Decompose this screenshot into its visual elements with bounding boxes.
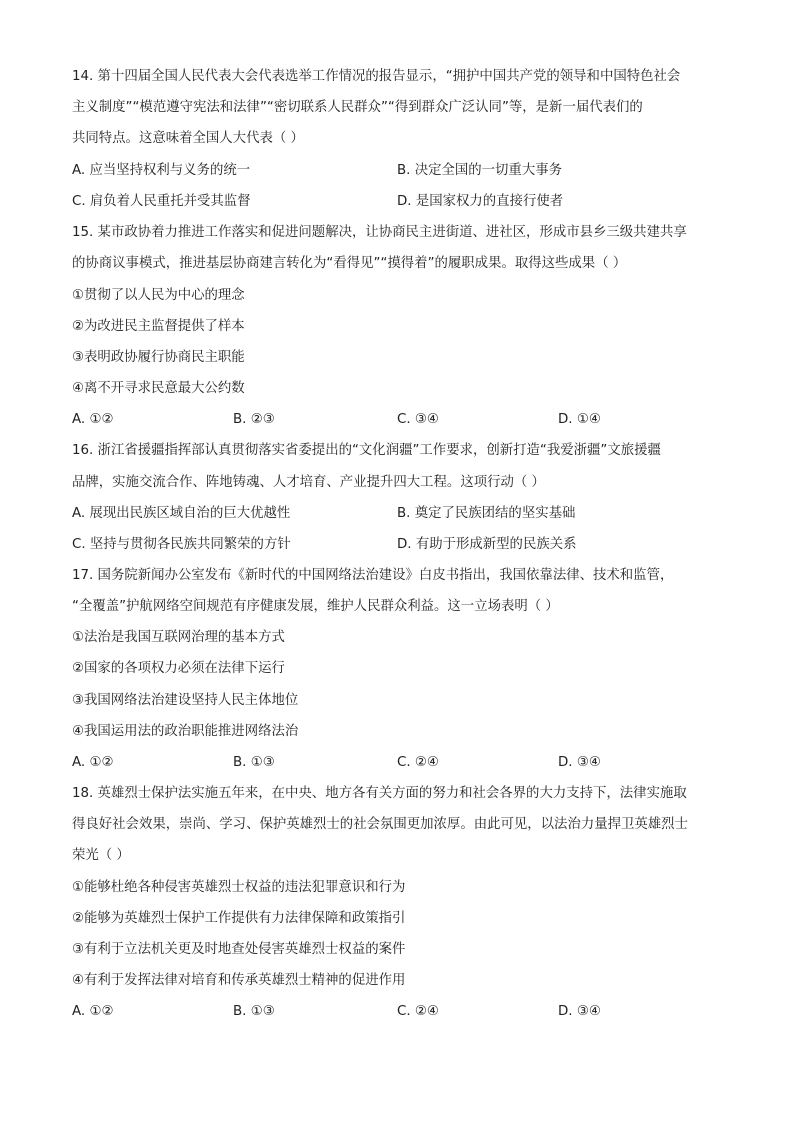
- question-15-option-d[interactable]: D. ①④: [558, 412, 601, 427]
- question-16-option-c[interactable]: C. 坚持与贯彻各民族共同繁荣的方针: [72, 537, 291, 552]
- question-17-option-b[interactable]: B. ①③: [233, 755, 275, 770]
- question-17-option-a[interactable]: A. ①②: [72, 755, 114, 770]
- question-14-stem-line-1: 14. 第十四届全国人民代表大会代表选举工作情况的报告显示，“拥护中国共产党的领导和中国特色社会: [72, 69, 681, 84]
- question-14-stem-line-2: 主义制度”“模范遵守宪法和法律”“密切联系人民群众”“得到群众广泛认同”等，是新一届代表们的: [72, 100, 643, 115]
- question-16-option-b[interactable]: B. 奠定了民族团结的坚实基础: [397, 506, 576, 521]
- question-16-option-a[interactable]: A. 展现出民族区域自治的巨大优越性: [72, 506, 291, 521]
- question-18-option-a[interactable]: A. ①②: [72, 1004, 114, 1019]
- question-15-item-1: ①贯彻了以人民为中心的理念: [72, 288, 245, 303]
- question-17-item-4: ④我国运用法的政治职能推进网络法治: [72, 724, 299, 739]
- question-14-option-b[interactable]: B. 决定全国的一切重大事务: [397, 163, 562, 178]
- question-15-item-3: ③表明政协履行协商民主职能: [72, 350, 245, 365]
- question-18-item-4: ④有利于发挥法律对培育和传承英雄烈士精神的促进作用: [72, 973, 406, 988]
- question-17-item-2: ②国家的各项权力必须在法律下运行: [72, 661, 285, 676]
- question-15-item-4: ④离不开寻求民意最大公约数: [72, 381, 245, 396]
- question-14-stem-line-3: 共同特点。这意味着全国人大代表（ ）: [72, 131, 304, 146]
- question-15-option-b[interactable]: B. ②③: [233, 412, 275, 427]
- question-15-stem-line-2: 的协商议事模式，推进基层协商建言转化为“看得见”“摸得着”的履职成果。取得这些成果（ ）: [72, 256, 627, 271]
- question-18-stem-line-3: 荣光（ ）: [72, 848, 130, 863]
- question-17-option-d[interactable]: D. ③④: [558, 755, 601, 770]
- question-17-stem-line-2: “全覆盖”护航网络空间规范有序健康发展，维护人民群众利益。这一立场表明（ ）: [72, 599, 559, 614]
- question-18-stem-line-1: 18. 英雄烈士保护法实施五年来，在中央、地方各有关方面的努力和社会各界的大力支持下，法律实施取: [72, 786, 687, 801]
- question-14-option-d[interactable]: D. 是国家权力的直接行使者: [397, 194, 564, 209]
- question-15-option-a[interactable]: A. ①②: [72, 412, 114, 427]
- question-18-item-3: ③有利于立法机关更及时地查处侵害英雄烈士权益的案件: [72, 942, 406, 957]
- question-14-option-a[interactable]: A. 应当坚持权利与义务的统一: [72, 163, 251, 178]
- question-18-option-b[interactable]: B. ①③: [233, 1004, 275, 1019]
- question-18-item-2: ②能够为英雄烈士保护工作提供有力法律保障和政策指引: [72, 911, 406, 926]
- question-17-item-1: ①法治是我国互联网治理的基本方式: [72, 630, 285, 645]
- question-18-item-1: ①能够杜绝各种侵害英雄烈士权益的违法犯罪意识和行为: [72, 880, 406, 895]
- question-18-option-d[interactable]: D. ③④: [558, 1004, 601, 1019]
- question-16-stem-line-1: 16. 浙江省援疆指挥部认真贯彻落实省委提出的“文化润疆”工作要求，创新打造“我爱浙疆”文旅援疆: [72, 443, 661, 458]
- question-14-option-c[interactable]: C. 肩负着人民重托并受其监督: [72, 194, 251, 209]
- question-18-stem-line-2: 得良好社会效果，崇尚、学习、保护英雄烈士的社会氛围更加浓厚。由此可见，以法治力量捍卫英雄烈士: [72, 817, 688, 832]
- question-15-item-2: ②为改进民主监督提供了样本: [72, 319, 245, 334]
- question-17-item-3: ③我国网络法治建设坚持人民主体地位: [72, 693, 299, 708]
- question-16-stem-line-2: 品牌，实施交流合作、阵地铸魂、人才培育、产业提升四大工程。这项行动（ ）: [72, 475, 545, 490]
- question-18-option-c[interactable]: C. ②④: [397, 1004, 439, 1019]
- question-15-stem-line-1: 15. 某市政协着力推进工作落实和促进问题解决，让协商民主进街道、进社区，形成市县乡三级共建共享: [72, 225, 687, 240]
- question-17-option-c[interactable]: C. ②④: [397, 755, 439, 770]
- question-16-option-d[interactable]: D. 有助于形成新型的民族关系: [397, 537, 577, 552]
- question-17-stem-line-1: 17. 国务院新闻办公室发布《新时代的中国网络法治建设》白皮书指出，我国依靠法律、技术和监管，: [72, 568, 674, 583]
- question-15-option-c[interactable]: C. ③④: [397, 412, 439, 427]
